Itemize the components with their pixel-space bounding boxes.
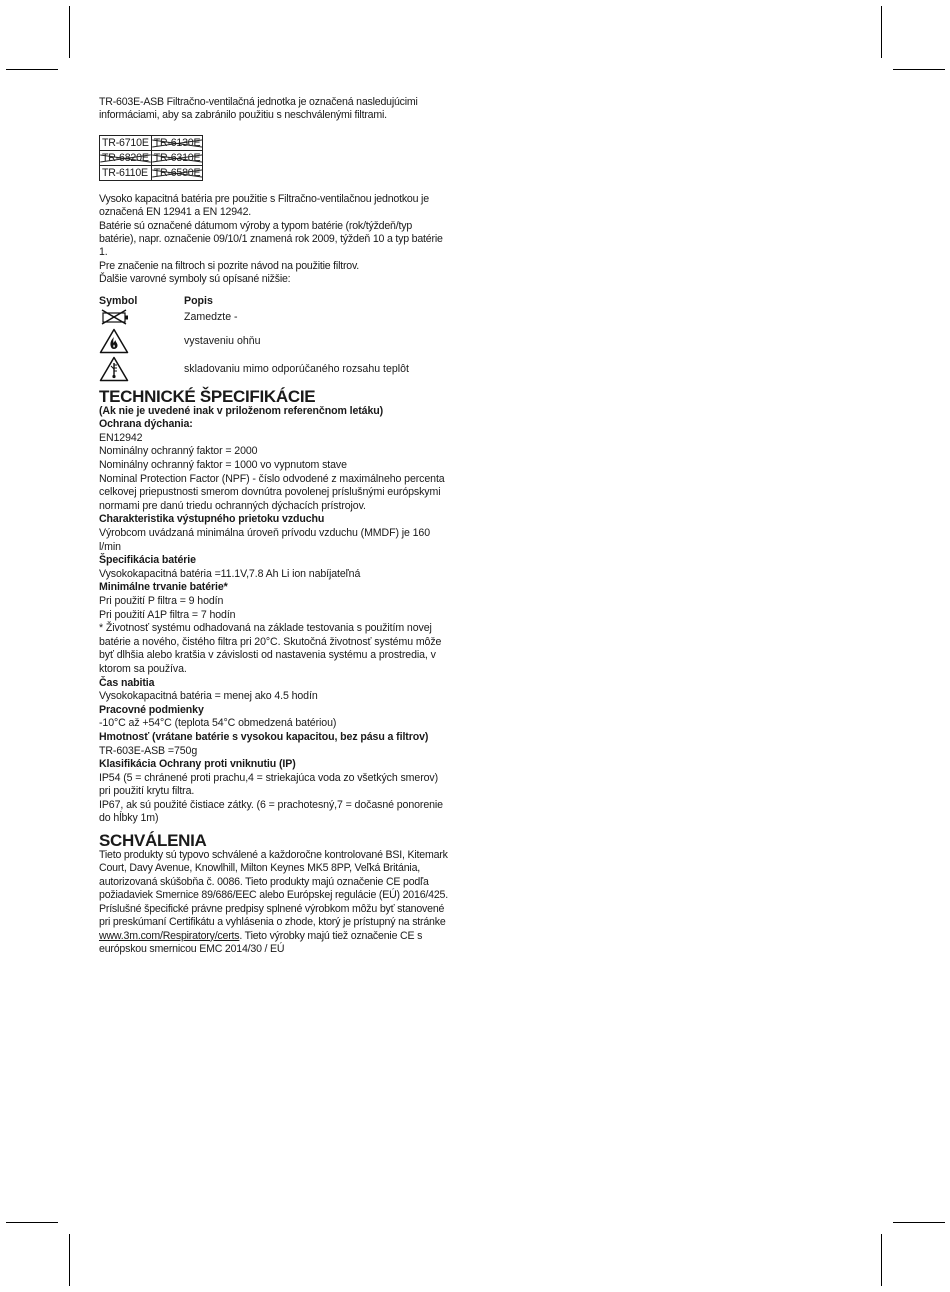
temperature-warning-icon [99, 356, 184, 382]
specs-section [99, 405, 451, 826]
crop-mark [6, 1222, 58, 1223]
battery-text: Vysokokapacitná batéria =11.1V,7.8 Ah Li ion nabíjateľná [99, 567, 361, 580]
ip-line: IP54 (5 = chránené proti prachu,4 = striekajúca voda zo všetkých smerov) pri použití krytu filtra. [99, 771, 439, 798]
table-row [100, 135, 203, 150]
battery-intro [99, 193, 451, 287]
life-heading: Minimálne trvanie batérie* [99, 581, 228, 594]
crossed-battery-icon [99, 309, 184, 325]
filter-cell: TR-6710E [100, 135, 152, 150]
table-row [100, 150, 203, 165]
symbol-table-header [99, 295, 451, 308]
flow-heading: Charakteristika výstupného prietoku vzduchu [99, 513, 325, 526]
battery-intro-line: Ďalšie varovné symboly sú opísané nižšie: [99, 273, 291, 286]
weight-heading: Hmotnosť (vrátane batérie s vysokou kapacitou, bez pásu a filtrov) [99, 730, 429, 743]
conditions-text: -10°C až +54°C (teplota 54°C obmedzená batériou) [99, 717, 337, 730]
life-line: Pri použití A1P filtra = 7 hodín [99, 608, 236, 621]
charge-text: Vysokokapacitná batéria = menej ako 4.5 hodín [99, 690, 318, 703]
battery-intro-line: Pre značenie na filtroch si pozrite návod na použitie filtrov. [99, 259, 360, 272]
filter-cell: TR-6110E [100, 165, 152, 180]
weight-text: TR-603E-ASB =750g [99, 744, 198, 757]
description-header: Popis [184, 294, 213, 307]
life-line: * Životnosť systému odhadovaná na základe testovania s použitím novej batérie a nového, čistého filtra pri 20°C. Skutočná životnosť systému môže byť dlhšia alebo kratšia v závislosti od nastavenia systému a prostredia, v ktorom sa používa. [99, 622, 442, 675]
symbol-description: Zamedzte - [184, 310, 238, 323]
symbol-header: Symbol [99, 294, 138, 307]
intro-text: TR-603E-ASB Filtračno-ventilačná jednotka je označená nasledujúcimi informáciami, aby sa zabránilo použitiu s neschválenými filtrami. [99, 96, 418, 122]
crop-mark [893, 1222, 945, 1223]
protection-line: Nominálny ochranný faktor = 1000 vo vypnutom stave [99, 459, 347, 472]
flow-text: Výrobcom uvádzaná minimálna úroveň prívodu vzduchu (MMDF) je 160 l/min [99, 527, 430, 553]
crop-mark [881, 1234, 882, 1286]
filter-cell-struck: TR-6580E [151, 165, 203, 180]
symbol-row [99, 356, 451, 382]
specs-heading: TECHNICKÉ ŠPECIFIKÁCIE [99, 386, 316, 406]
charge-heading: Čas nabitia [99, 676, 155, 689]
symbol-row [99, 308, 451, 326]
table-row [100, 165, 203, 180]
crop-mark [69, 6, 70, 58]
symbol-description: vystaveniu ohňu [184, 334, 261, 347]
approvals-heading: SCHVÁLENIA [99, 831, 207, 851]
crop-mark [69, 1234, 70, 1286]
symbol-row [99, 328, 451, 354]
battery-intro-line: Vysoko kapacitná batéria pre použitie s Filtračno-ventilačnou jednotkou je označená EN 12941 a EN 12942. [99, 192, 429, 219]
filter-table [99, 135, 203, 181]
protection-heading: Ochrana dýchania: [99, 418, 193, 431]
document-content [99, 96, 451, 956]
specs-subtitle: (Ak nie je uvedené inak v priloženom referenčnom letáku) [99, 404, 384, 417]
filter-cell-struck: TR-6130E [151, 135, 203, 150]
protection-line: Nominal Protection Factor (NPF) - číslo odvodené z maximálneho percenta celkovej priepustnosti smerom dovnútra povolenej príslušnými európskymi normami pre danú triedu ochranných dýchacích prístrojov. [99, 472, 445, 512]
filter-cell-struck: TR-6310E [151, 150, 203, 165]
certs-link[interactable]: www.3m.com/Respiratory/certs [99, 929, 240, 942]
battery-heading: Špecifikácia batérie [99, 554, 196, 567]
conditions-heading: Pracovné podmienky [99, 703, 204, 716]
battery-intro-line: Batérie sú označené dátumom výroby a typom batérie (rok/týždeň/typ batérie), napr. označenie 09/10/1 znamená rok 2009, týždeň 10 a typ batérie 1. [99, 219, 443, 259]
ip-line: IP67, ak sú použité čistiace zátky. (6 = prachotesný,7 = dočasné ponorenie do hĺbky 1m) [99, 798, 443, 825]
crop-mark [881, 6, 882, 58]
approvals-text [99, 849, 451, 956]
approvals-text-part: Tieto produkty sú typovo schválené a každoročne kontrolované BSI, Kitemark Court, Davy Avenue, Knowlhill, Milton Keynes MK5 8PP, Veľká Británia, autorizovaná skúšobňa č. 0086. Tieto produkty majú označenie CE podľa požiadaviek Smernice 89/686/EEC alebo Európskej regulácie (EÚ) 2016/425. Príslušné špecifické právne predpisy splnené výrobkom môžu byť stanovené pri preskúmaní Certifikátu a vyhlásenia o zhode, ktorý je prístupný na stránke [99, 849, 448, 929]
crop-mark [6, 69, 58, 70]
symbol-description: skladovaniu mimo odporúčaného rozsahu teplôt [184, 362, 409, 375]
protection-line: EN12942 [99, 431, 143, 444]
fire-warning-icon [99, 328, 184, 354]
protection-line: Nominálny ochranný faktor = 2000 [99, 445, 258, 458]
approvals-text-part: . Tieto výrobky majú tiež označenie CE s európskou smernicou EMC 2014/30 / EÚ [99, 929, 423, 955]
life-line: Pri použití P filtra = 9 hodín [99, 594, 224, 607]
filter-cell-struck: TR-6820E [100, 150, 152, 165]
symbol-table [99, 295, 451, 382]
crop-mark [893, 69, 945, 70]
ip-heading: Klasifikácia Ochrany proti vniknutiu (IP) [99, 758, 296, 771]
